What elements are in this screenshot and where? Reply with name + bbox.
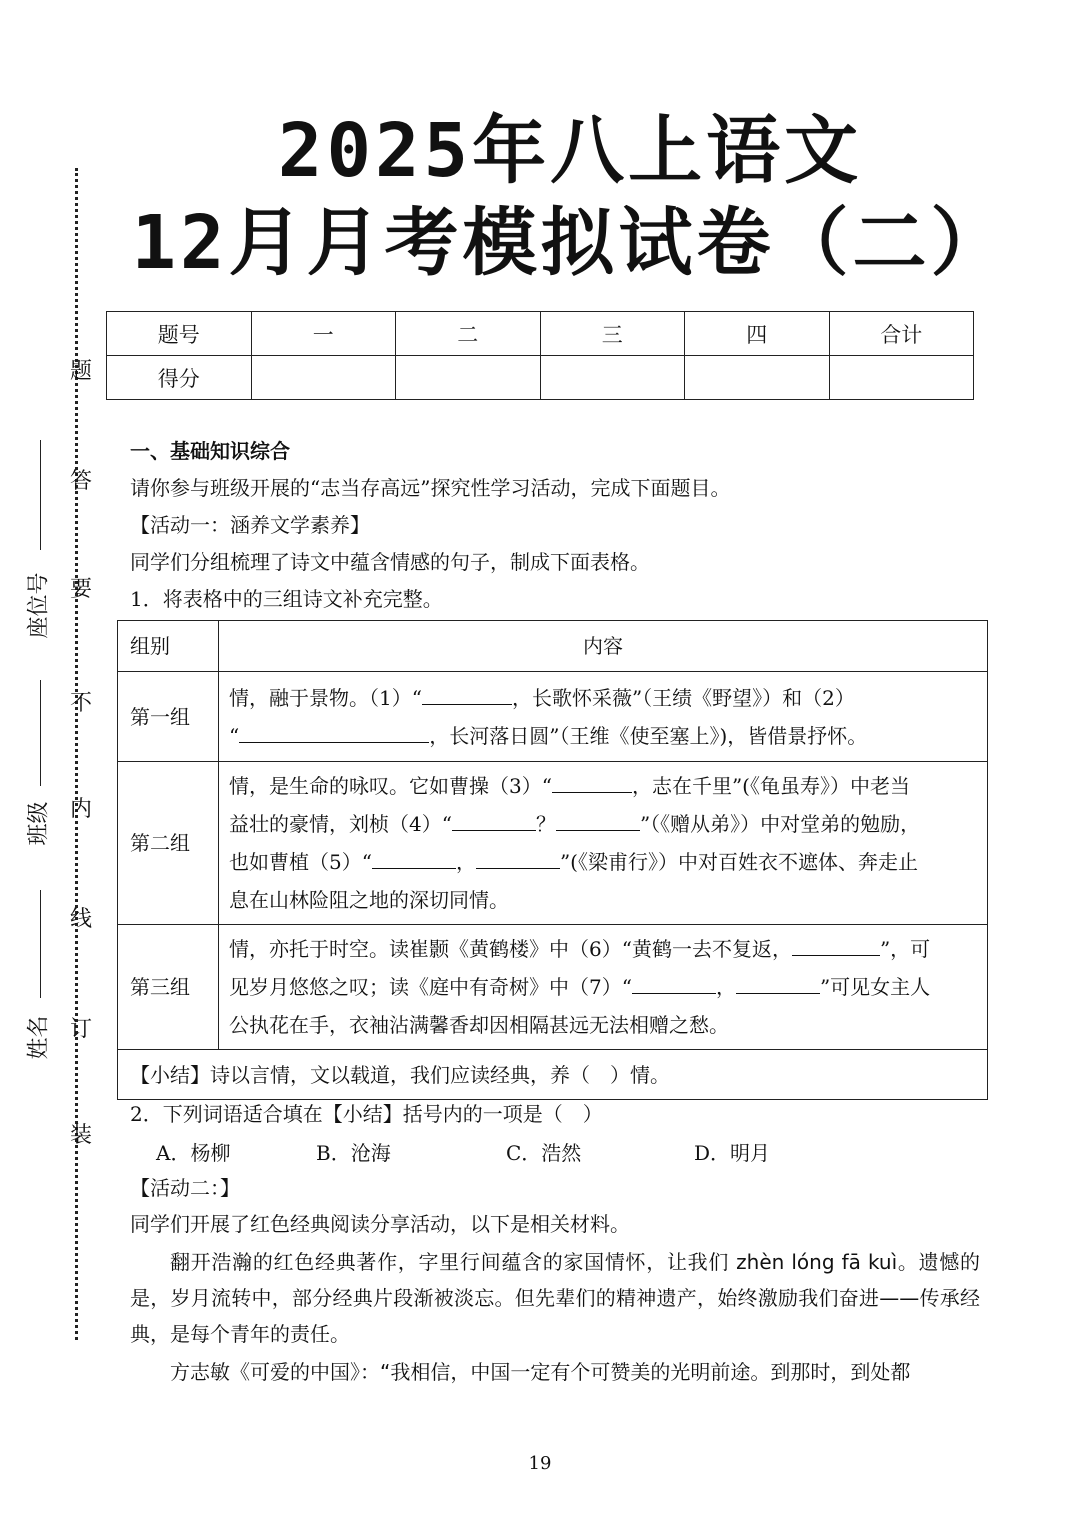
score-header-cell: 题号 [107,312,252,356]
class-label: 班级 [26,801,52,846]
seat-number-label: 座位号 [26,572,52,639]
answer-blank-5b[interactable] [476,844,560,869]
activity2-desc: 同学们开展了红色经典阅读分享活动，以下是相关材料。 [130,1212,630,1236]
score-cell[interactable] [251,356,396,400]
reading-paragraph-2: 方志敏《可爱的中国》：“我相信，中国一定有个可赞美的光明前途。到那时，到处都 [170,1360,911,1384]
seal-char: 订 [69,1017,92,1042]
score-table-score-row [107,356,974,400]
score-header-cell: 合计 [829,312,974,356]
name-line[interactable] [40,890,41,998]
activity1-desc: 同学们分组梳理了诗文中蕴含情感的句子，制成下面表格。 [130,550,650,574]
answer-blank-1[interactable] [422,680,512,705]
score-cell[interactable] [829,356,974,400]
group1-label: 第一组 [118,672,219,762]
answer-blank-3[interactable] [552,768,632,793]
poem-table-header [118,621,988,672]
score-table-header-row [107,312,974,356]
section1-intro: 请你参与班级开展的“志当存高远”探究性学习活动，完成下面题目。 [130,476,731,500]
seal-char: 线 [69,907,92,932]
seal-char: 答 [69,469,92,494]
group2-label: 第二组 [118,762,219,925]
group1-content: 情，融于景物。（1）“ ，长歌怀采薇”（王绩《野望》）和（2） “ ，长河落日圆”（王维《使至塞上》)，皆借景抒怀。 [219,672,988,762]
answer-blank-2[interactable] [239,718,429,743]
activity1-label: 【活动一：涵养文学素养】 [130,513,370,537]
seat-number-line[interactable] [40,440,41,550]
score-row-label: 得分 [107,356,252,400]
score-cell[interactable] [685,356,830,400]
seal-char: 题 [69,359,92,384]
poem-row-group3 [118,925,988,1050]
answer-blank-7b[interactable] [736,969,820,994]
answer-blank-4a[interactable] [452,806,536,831]
reading-paragraph-1: 翻开浩瀚的红色经典著作，字里行间蕴含的家国情怀，让我们 zhèn lóng fā kuì。遗憾的是，岁月流转中，部分经典片段渐被淡忘。但先辈们的精神遗产，始终激励我们奋进——传承经典，是每个青年的责任。 [130,1250,980,1346]
option-b[interactable]: B．沧海 [316,1141,391,1165]
activity2-label: 【活动二：】 [130,1176,240,1200]
answer-blank-7a[interactable] [632,969,716,994]
binding-dotted-line [75,168,78,1340]
answer-blank-4b[interactable] [556,806,640,831]
score-header-cell: 三 [540,312,685,356]
group3-label: 第三组 [118,925,219,1050]
poem-table [117,620,988,1100]
poem-summary: 【小结】诗以言情，文以载道，我们应读经典，养（ ）情。 [118,1050,988,1100]
page-number: 19 [528,1453,552,1474]
poem-row-group1 [118,672,988,762]
seal-char: 不 [69,691,92,716]
score-table [106,311,974,400]
question-2: 2．下列词语适合填在【小结】括号内的一项是（ ） [130,1102,603,1126]
class-line[interactable] [40,680,41,786]
score-cell[interactable] [396,356,541,400]
col-group-header: 组别 [118,621,219,672]
group2-content: 情，是生命的咏叹。它如曹操（3）“ ，志在千里”(《龟虽寿》）中老当 益壮的豪情，刘桢（4）“ ？ ”（《赠从弟》）中对堂弟的勉励， 也如曹植（5）“ ， ”(《梁甫行》）中对百姓衣不遮体、奔走止 息在山林险阻之地的深切同情。 [219,762,988,925]
name-label: 姓名 [26,1015,52,1060]
group3-content: 情，亦托于时空。读崔颢《黄鹤楼》中（6）“黄鹤一去不复返， ”，可 见岁月悠悠之叹；读《庭中有奇树》中（7）“ ， ”可见女主人 公执花在手，衣袖沾满馨香却因相隔甚远无法相赠之愁。 [219,925,988,1050]
exam-title-line2: 12月月考模拟试卷（二） [131,200,1009,286]
question-1: 1．将表格中的三组诗文补充完整。 [130,587,443,611]
seal-char: 装 [69,1123,92,1148]
col-content-header: 内容 [219,621,988,672]
score-header-cell: 四 [685,312,830,356]
score-header-cell: 一 [251,312,396,356]
option-c[interactable]: C．浩然 [506,1141,582,1165]
answer-blank-6[interactable] [792,931,880,956]
section1-heading: 一、基础知识综合 [130,439,290,463]
seal-char: 要 [69,577,92,602]
poem-summary-row [118,1050,988,1100]
option-d[interactable]: D．明月 [694,1141,771,1165]
score-cell[interactable] [540,356,685,400]
exam-title-line1: 2025年八上语文 [277,108,863,194]
seal-char: 内 [69,797,92,822]
answer-blank-5a[interactable] [372,844,456,869]
poem-row-group2 [118,762,988,925]
option-a[interactable]: A．杨柳 [156,1141,231,1165]
score-header-cell: 二 [396,312,541,356]
